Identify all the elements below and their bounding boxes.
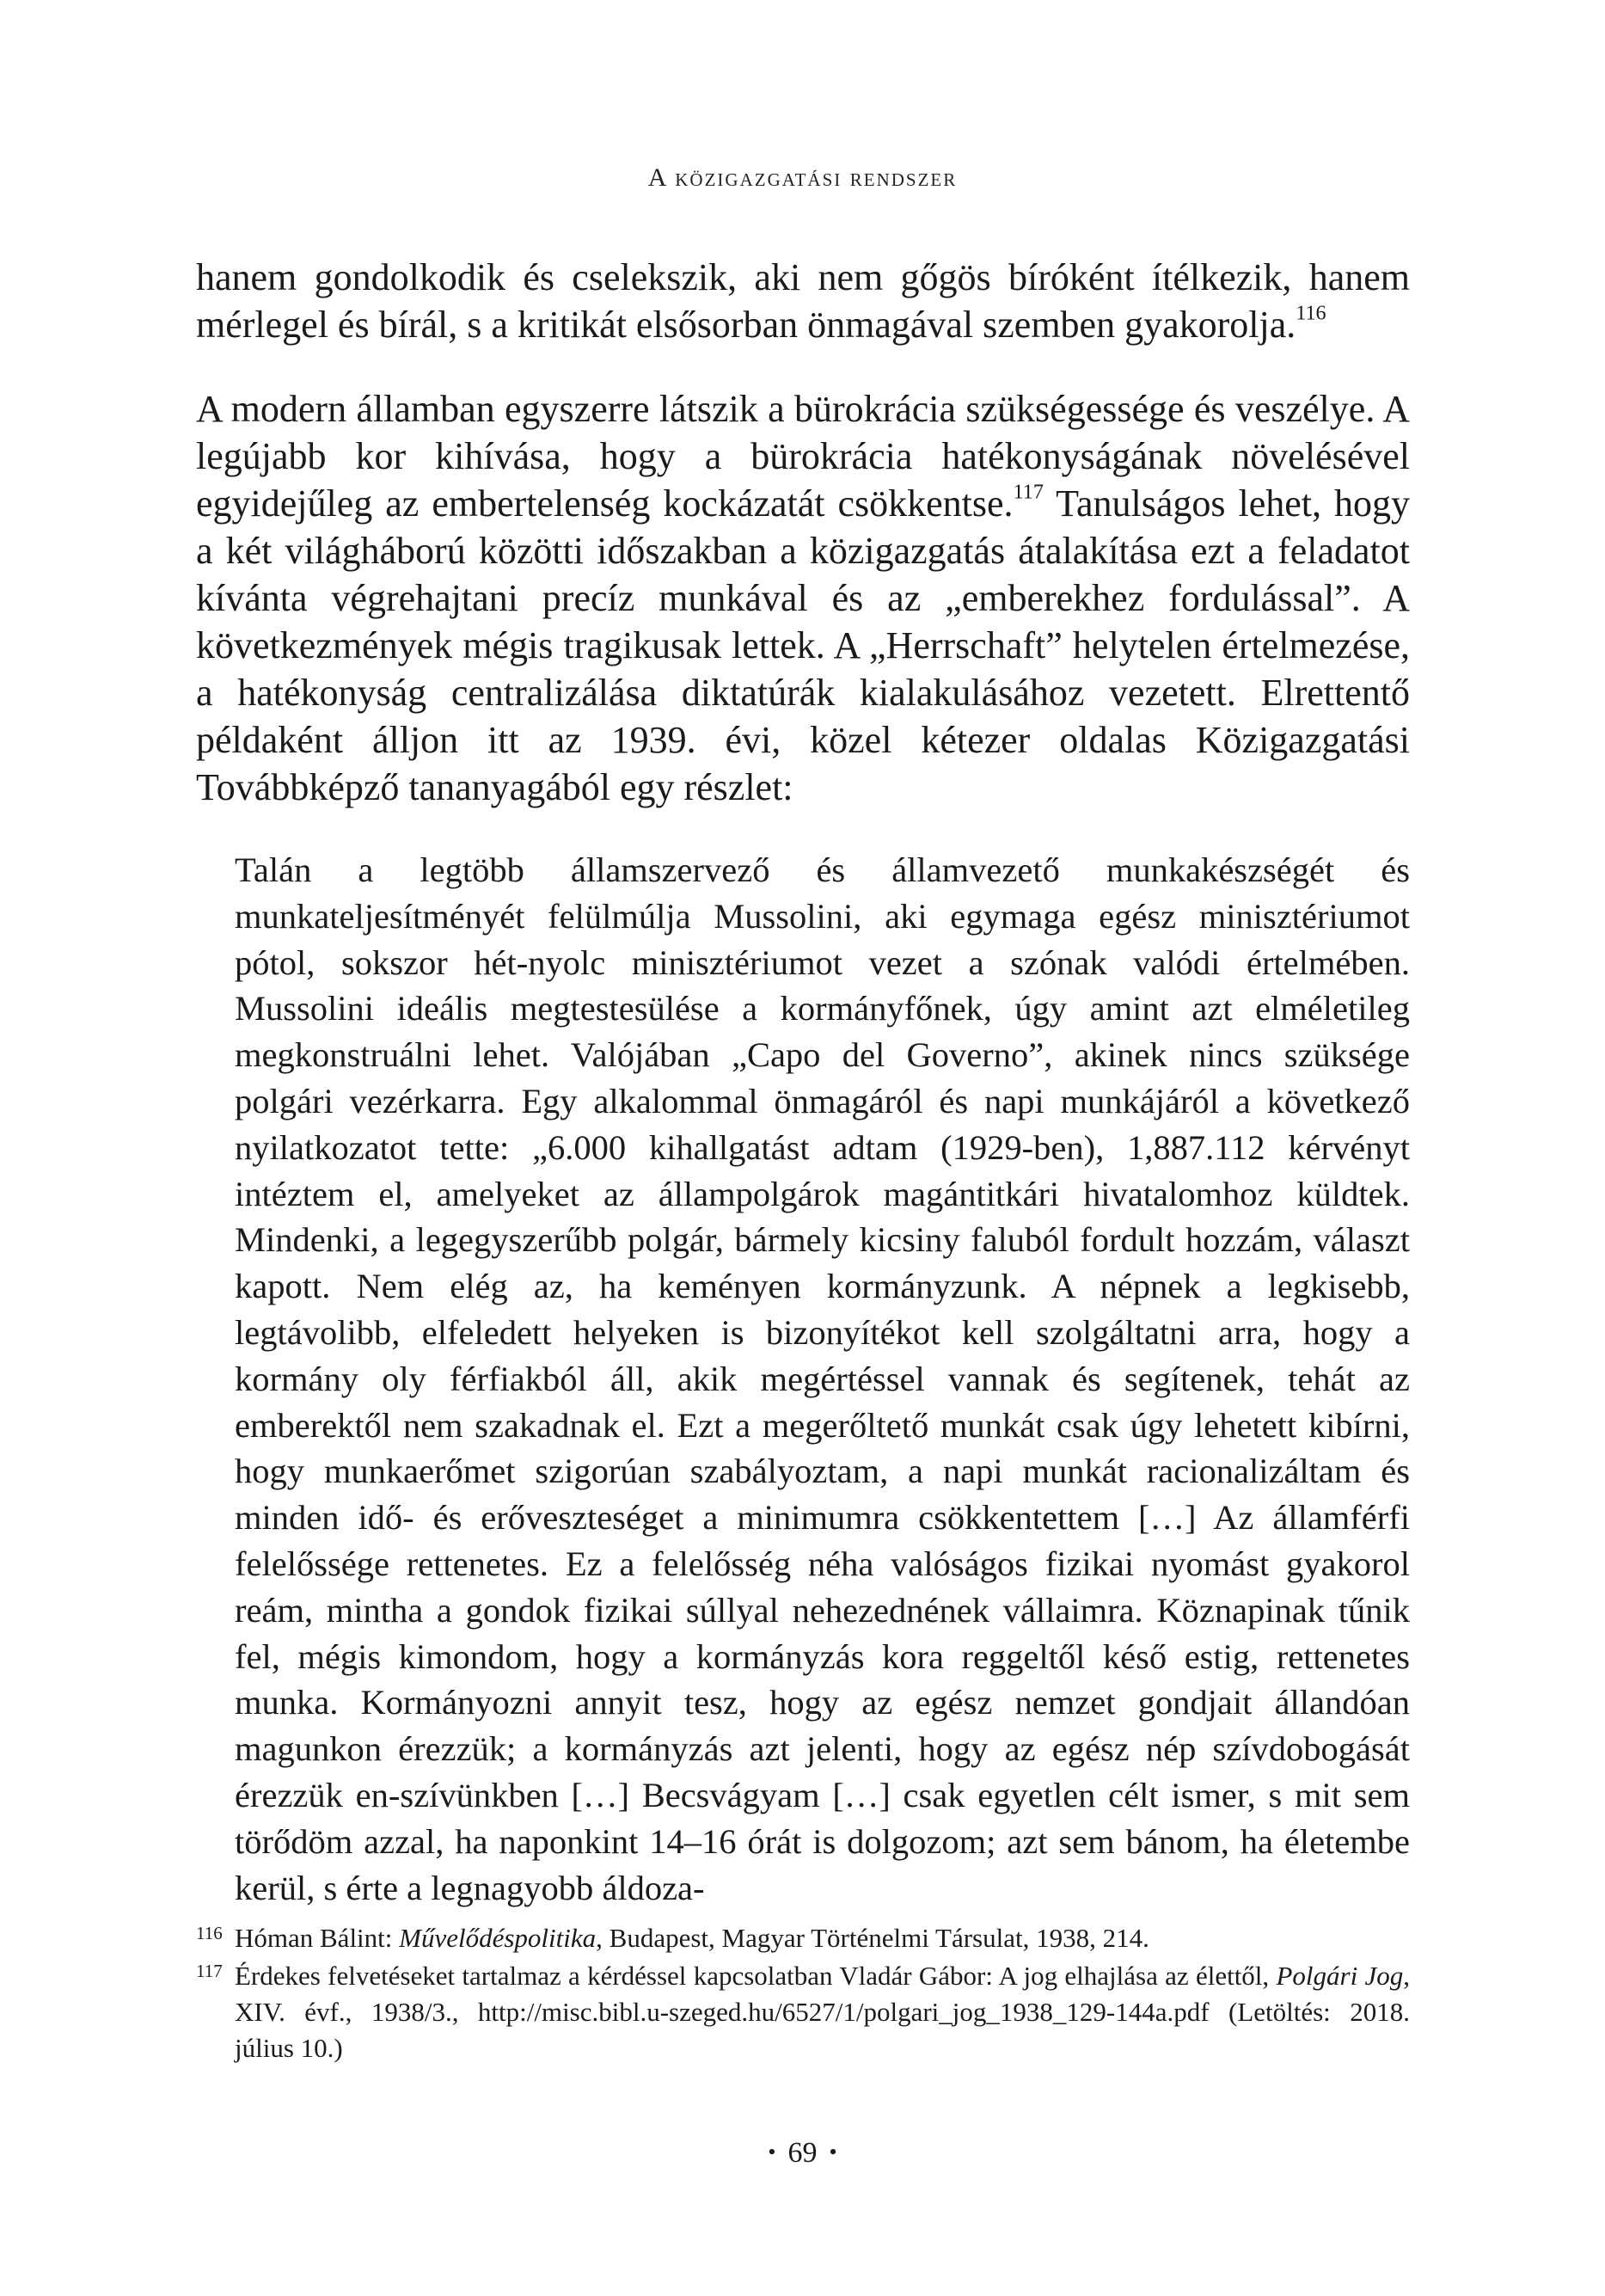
running-header: A közigazgatási rendszer [647,163,958,192]
page-number: 69 [787,2137,818,2169]
footnote-title: Polgári Jog [1276,1961,1404,1991]
footnote-ref-117[interactable]: 117 [1013,480,1044,504]
footnote-text-continued: , XIV. évf., 1938/3., http://misc.bibl.u-szeged.hu/6527/1/polgari_jog_1938_129-144a.pdf (Letöltés: 2018. július 10.) [235,1961,1410,2063]
bullet-left: • [768,2139,776,2164]
paragraph-text-continued: Tanulságos lehet, hogy a két világháború közötti időszakban a közigazgatás átalakítása ezt a feladatot kívánta végrehajtani precíz munkával és az „emberekhez fordulással”. A következmények mégis tragikusak lettek. A „Herrschaft” helytelen értelmezése, a hatékonyság centralizálása diktatúrák kialakulásához vezetett. Elrettentő példaként álljon itt az 1939. évi, közel kétezer oldalas Közigazgatási Továbbképző tananyagából egy részlet: [196,482,1410,808]
footnote-ref-116[interactable]: 116 [1296,301,1326,325]
footnote-title: Művelődéspolitika [399,1923,597,1953]
footnote-number: 116 [196,1923,223,1943]
body-paragraph-2 [196,385,1410,811]
body-paragraph-1 [196,254,1410,348]
block-quotation: Talán a legtöbb államszervező és államvezető munkakészségét és munkateljesítményét felülmúlja Mussolini, aki egymaga egész minisztériumot pótol, sokszor hét-nyolc minisztériumot vezet a szónak valódi értelmében. Mussolini ideális megtestesülése a kormányfőnek, úgy amint azt elméletileg megkonstruálni lehet. Valójában „Capo del Governo”, akinek nincs szüksége polgári vezérkarra. Egy alkalommal önmagáról és napi munkájáról a következő nyilatkozatot tette: „6.000 kihallgatást adtam (1929-ben), 1,887.112 kérvényt intéztem el, amelyeket az állampolgárok magántitkári hivatalomhoz küldtek. Mindenki, a legegyszerűbb polgár, bármely kicsiny faluból fordult hozzám, választ kapott. Nem elég az, ha keményen kormányzunk. A népnek a legkisebb, legtávolibb, elfeledett helyeken is bizonyítékot kell szolgáltatni arra, hogy a kormány oly férfiakból áll, akik megértéssel vannak és segítenek, tehát az emberektől nem szakadnak el. Ezt a megerőltető munkát csak úgy lehetett kibírni, hogy munkaerőmet szigorúan szabályoztam, a napi munkát racionalizáltam és minden idő- és erőveszteséget a minimumra csökkentettem […] Az államférfi felelőssége rettenetes. Ez a felelősség néha valóságos fizikai nyomást gyakorol reám, mintha a gondok fizikai súllyal nehezednének vállaimra. Köznapinak tűnik fel, mégis kimondom, hogy a kormányzás kora reggeltől késő estig, rettenetes munka. Kormányozni annyit tesz, hogy az egész nemzet gondjait állandóan magunkon érezzük; a kormányzás azt jelenti, hogy az egész nép szívdobogását érezzük en-szívünkben […] Becsvágyam […] csak egyetlen célt ismer, s mit sem törődöm azzal, ha naponkint 14–16 órát is dolgozom; azt sem bánom, ha életembe kerül, s érte a legnagyobb áldoza- [235,850,1410,1907]
bullet-right: • [829,2139,837,2164]
page-number-footer [0,2137,1605,2170]
footnote-text-continued: , Budapest, Magyar Történelmi Társulat, 1938, 214. [596,1923,1149,1953]
footnote-116 [196,1920,1410,1956]
footnote-number: 117 [196,1961,223,1981]
footnotes [196,1920,1410,2068]
footnote-117 [196,1958,1410,2066]
footnote-text: Érdekes felvetéseket tartalmaz a kérdéssel kapcsolatban Vladár Gábor: A jog elhajlása az élettől, [235,1961,1277,1991]
footnote-text: Hóman Bálint: [235,1923,400,1953]
paragraph-text: hanem gondolkodik és cselekszik, aki nem gőgös bíróként ítélkezik, hanem mérlegel és bírál, s a kritikát elsősorban önmagával szemben gyakorolja. [196,256,1410,346]
paragraph-text: A modern államban egyszerre látszik a bürokrácia szükségessége és veszélye. A legújabb kor kihívása, hogy a bürokrácia hatékonyságának növelésével egyidejűleg az embertelenség kockázatát csökkentse. [196,388,1410,525]
